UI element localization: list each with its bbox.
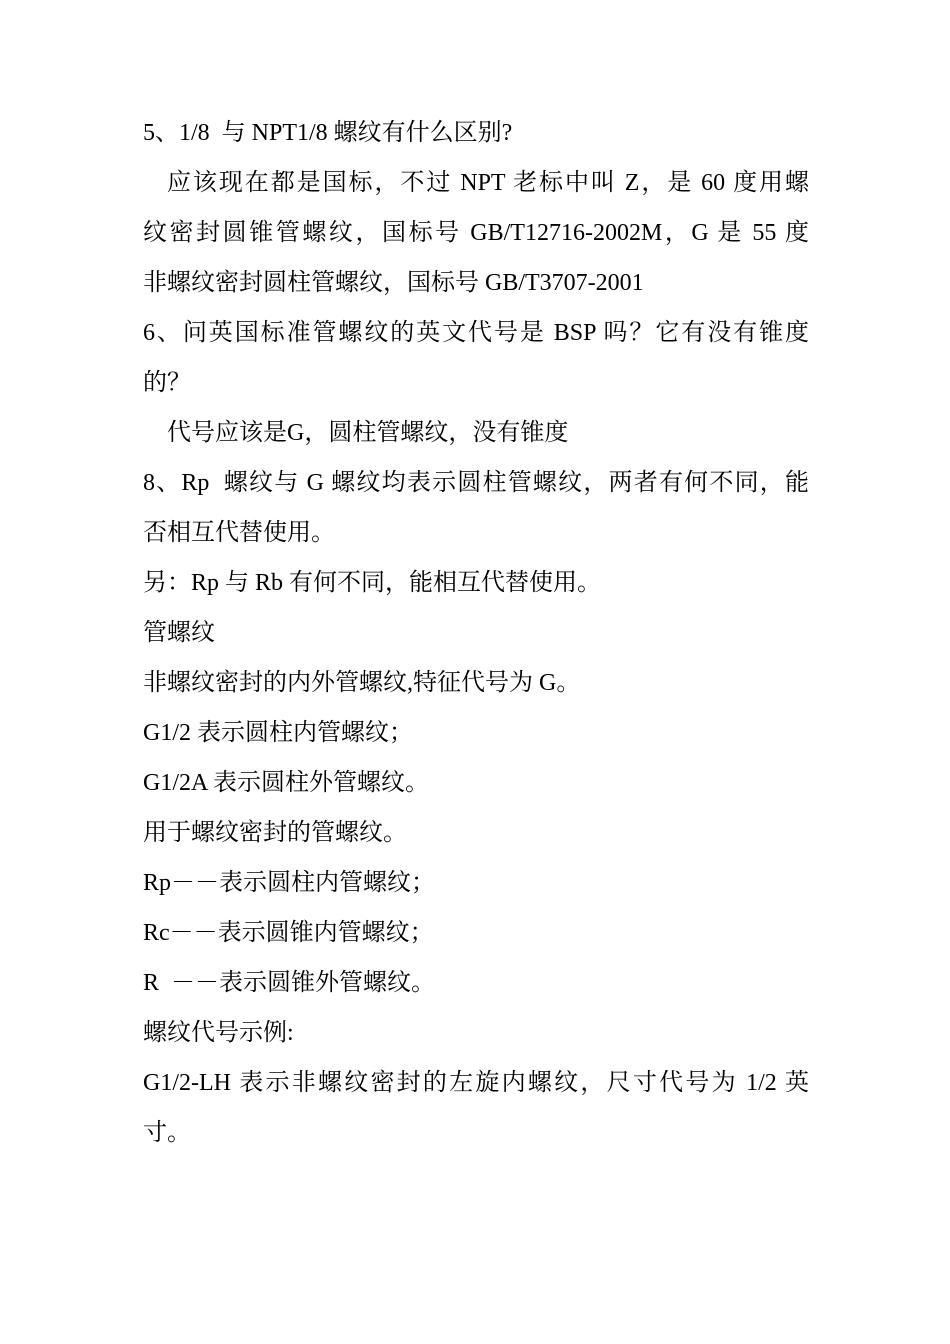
answer-5-line-2: 纹密封圆锥管螺纹，国标号 GB/T12716-2002M，G 是 55 度	[143, 220, 809, 246]
question-5-heading: 5、1/8 与 NPT1/8 螺纹有什么区别?	[143, 120, 513, 146]
paragraph-line: G1/2 表示圆柱内管螺纹；	[143, 720, 413, 746]
paragraph-line: Rc－－表示圆锥内管螺纹；	[143, 920, 434, 946]
answer-5-line-1: 应该现在都是国标，不过 NPT 老标中叫 Z，是 60 度用螺	[167, 170, 809, 196]
question-8-heading-cont: 否相互代替使用。	[143, 520, 335, 546]
answer-5-line-3: 非螺纹密封圆柱管螺纹，国标号 GB/T3707-2001	[143, 270, 644, 296]
paragraph-line: Rp－－表示圆柱内管螺纹；	[143, 870, 436, 896]
paragraph-line: R －－表示圆锥外管螺纹。	[143, 970, 436, 996]
paragraph-line: G1/2A 表示圆柱外管螺纹。	[143, 770, 430, 796]
question-6-heading: 6、问英国标准管螺纹的英文代号是 BSP 吗？它有没有锥度	[143, 320, 809, 346]
question-8-note: 另：Rp 与 Rb 有何不同，能相互代替使用。	[143, 570, 602, 596]
question-6-heading-cont: 的？	[143, 370, 191, 396]
paragraph-line: 非螺纹密封的内外管螺纹,特征代号为 G。	[143, 670, 581, 696]
answer-6-line: 代号应该是G，圆柱管螺纹，没有锥度	[167, 420, 569, 446]
paragraph-line: 用于螺纹密封的管螺纹。	[143, 820, 407, 846]
document-body	[143, 108, 809, 1158]
paragraph-line: G1/2-LH 表示非螺纹密封的左旋内螺纹，尺寸代号为 1/2 英	[143, 1070, 809, 1096]
question-8-heading: 8、Rp 螺纹与 G 螺纹均表示圆柱管螺纹，两者有何不同，能	[143, 470, 809, 496]
paragraph-line: 螺纹代号示例:	[143, 1020, 294, 1046]
section-title-pipe-thread: 管螺纹	[143, 620, 215, 646]
paragraph-line: 寸。	[143, 1120, 191, 1146]
